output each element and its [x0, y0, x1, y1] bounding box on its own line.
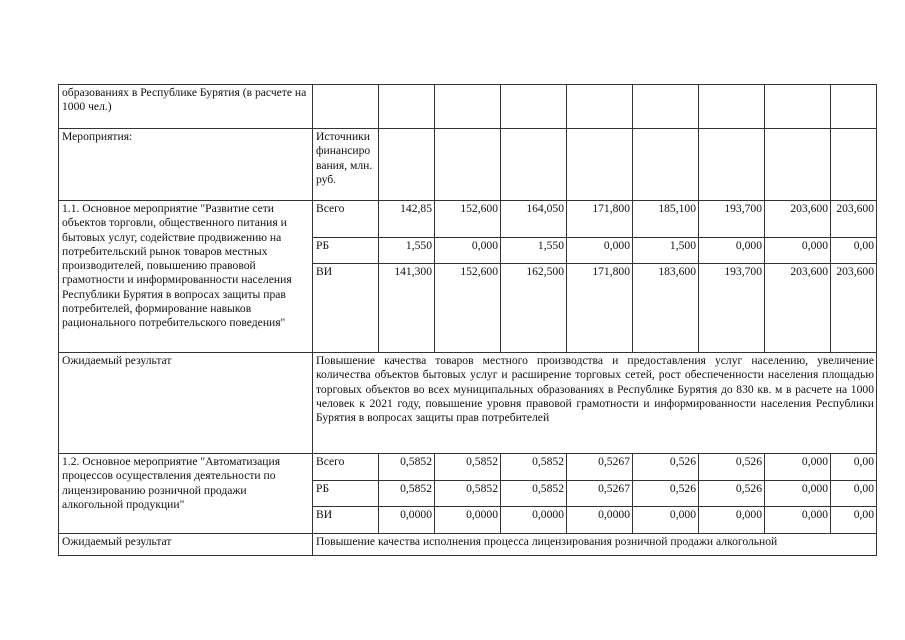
table-row: [59, 201, 877, 238]
value-cell: 0,526: [699, 454, 765, 481]
value-cell: 0,0000: [435, 507, 501, 534]
value-cell: 203,600: [831, 264, 877, 353]
source-cell: ВИ: [313, 507, 379, 534]
value-cell: 171,800: [567, 201, 633, 238]
source-cell: ВИ: [313, 264, 379, 353]
value-cell: 0,000: [633, 507, 699, 534]
value-cell: 0,0000: [379, 507, 435, 534]
funding-source-header: Источники финансиро вания, млн. руб.: [313, 129, 379, 201]
value-cell: 0,5852: [501, 481, 567, 507]
value-cell: 203,600: [831, 201, 877, 238]
value-cell: 152,600: [435, 264, 501, 353]
value-cell: 162,500: [501, 264, 567, 353]
value-cell: 0,5852: [435, 481, 501, 507]
value-cell: 0,5852: [501, 454, 567, 481]
value-cell: 203,600: [765, 264, 831, 353]
value-cell: 0,000: [765, 507, 831, 534]
table-row: [59, 129, 877, 201]
source-cell: Всего: [313, 201, 379, 238]
value-cell: 0,00: [831, 238, 877, 264]
value-cell: 0,000: [699, 507, 765, 534]
value-cell: 0,000: [699, 238, 765, 264]
source-cell: Всего: [313, 454, 379, 481]
value-cell: 0,526: [699, 481, 765, 507]
value-cell: 141,300: [379, 264, 435, 353]
value-cell: 0,0000: [567, 507, 633, 534]
value-cell: 0,526: [633, 481, 699, 507]
expected-result-text: Повышение качества исполнения процесса лицензирования розничной продажи алкогольной: [313, 534, 877, 556]
value-cell: 203,600: [765, 201, 831, 238]
value-cell: 142,85: [379, 201, 435, 238]
expected-result-text: Повышение качества товаров местного производства и предоставления услуг населению, увеличение количества объектов бытовых услуг и расширение торговых сетей, рост обеспеченности населения площадью торговых объектов во всех муниципальных образованиях в Республике Бурятия до 830 кв. м в расчете на 1000 человек к 2021 году, повышение уровня правовой грамотности и информированности населения Республики Бурятия в вопросах защиты прав потребителей: [313, 353, 877, 454]
value-cell: 0,00: [831, 454, 877, 481]
expected-result-label: Ожидаемый результат: [59, 534, 313, 556]
value-cell: 0,5267: [567, 481, 633, 507]
value-cell: 0,5852: [379, 481, 435, 507]
value-cell: 0,000: [435, 238, 501, 264]
value-cell: 183,600: [633, 264, 699, 353]
value-cell: 0,000: [567, 238, 633, 264]
value-cell: 171,800: [567, 264, 633, 353]
table-row: [59, 85, 877, 129]
expected-result-label: Ожидаемый результат: [59, 353, 313, 454]
row-label: Мероприятия:: [59, 129, 313, 201]
value-cell: 1,550: [379, 238, 435, 264]
value-cell: 193,700: [699, 264, 765, 353]
value-cell: 0,00: [831, 481, 877, 507]
value-cell: 0,0000: [501, 507, 567, 534]
table-row: [59, 534, 877, 556]
table-row: [59, 353, 877, 454]
value-cell: 0,526: [633, 454, 699, 481]
value-cell: 152,600: [435, 201, 501, 238]
value-cell: 0,000: [765, 481, 831, 507]
value-cell: 185,100: [633, 201, 699, 238]
measure-label: 1.1. Основное мероприятие "Развитие сети объектов торговли, общественного питания и бытовых услуг, содействие продвижению на потребительский рынок товаров местных производителей, повышению правовой грамотности и информированности населения Республики Бурятия в вопросах защиты прав потребителей, формирование навыков рационального потребительского поведения": [59, 201, 313, 353]
measure-label: 1.2. Основное мероприятие "Автоматизация процессов осуществления деятельности по лицензированию розничной продажи алкогольной продукции": [59, 454, 313, 534]
value-cell: 193,700: [699, 201, 765, 238]
value-cell: 0,5852: [435, 454, 501, 481]
value-cell: 1,550: [501, 238, 567, 264]
value-cell: 164,050: [501, 201, 567, 238]
row-label: образованиях в Республике Бурятия (в расчете на 1000 чел.): [59, 85, 313, 129]
value-cell: 0,5267: [567, 454, 633, 481]
table-row: [59, 454, 877, 481]
value-cell: 0,000: [765, 238, 831, 264]
program-table: [58, 84, 877, 556]
value-cell: 0,000: [765, 454, 831, 481]
value-cell: 1,500: [633, 238, 699, 264]
source-cell: РБ: [313, 238, 379, 264]
source-cell: РБ: [313, 481, 379, 507]
value-cell: 0,5852: [379, 454, 435, 481]
value-cell: 0,00: [831, 507, 877, 534]
